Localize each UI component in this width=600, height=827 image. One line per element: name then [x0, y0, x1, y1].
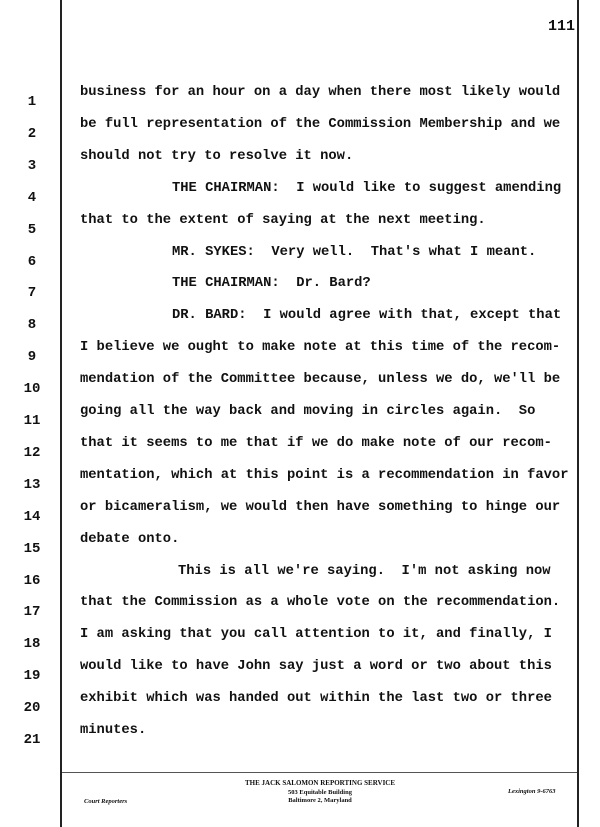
line-number: 7	[27, 285, 37, 302]
footer-rule	[62, 772, 577, 773]
transcript-line: going all the way back and moving in circles again. So	[80, 404, 536, 419]
line-number: 8	[27, 317, 37, 334]
line-number: 9	[27, 349, 37, 366]
transcript-line: that the Commission as a whole vote on the recommendation.	[80, 595, 561, 611]
line-number: 15	[23, 540, 41, 557]
line-number: 17	[23, 604, 41, 621]
footer-right: Lexington 9-6763	[508, 788, 556, 795]
transcript-line: business for an hour on a day when there most likely would	[80, 85, 561, 100]
line-number: 13	[23, 476, 41, 493]
line-number: 21	[23, 732, 41, 748]
transcript-line: minutes.	[80, 723, 147, 738]
line-number: 20	[23, 700, 41, 717]
line-number: 10	[23, 381, 41, 398]
transcript-line: This is all we're saying. I'm not asking now	[178, 563, 551, 579]
transcript-line: be full representation of the Commission Membership and we	[80, 116, 561, 132]
transcript-line: THE CHAIRMAN: I would like to suggest amending	[172, 180, 562, 196]
line-number: 18	[23, 636, 41, 653]
line-number: 19	[23, 668, 41, 685]
transcript-line: THE CHAIRMAN: Dr. Bard?	[172, 276, 371, 292]
transcript-line: that to the extent of saying at the next meeting.	[80, 212, 486, 228]
transcript-line: debate onto.	[80, 531, 180, 547]
footer-address2: Baltimore 2, Maryland	[288, 797, 352, 804]
transcript-line: mentation, which at this point is a recommendation in favor	[80, 467, 569, 483]
page-number: 111	[548, 18, 576, 35]
transcript-line: or bicameralism, we would then have something to hinge our	[80, 499, 561, 515]
transcript-line: I believe we ought to make note at this time of the recom-	[80, 340, 561, 356]
line-number: 14	[23, 508, 41, 525]
line-number: 12	[23, 444, 41, 461]
line-number: 6	[27, 253, 37, 270]
footer-left: Court Reporters	[84, 798, 128, 805]
transcript-line: exhibit which was handed out within the last two or three	[80, 691, 552, 707]
transcript-line: DR. BARD: I would agree with that, except that	[172, 308, 562, 324]
line-number: 5	[27, 221, 37, 238]
transcript-line: that it seems to me that if we do make note of our recom-	[80, 435, 552, 451]
line-number: 2	[27, 125, 37, 142]
footer-address1: 503 Equitable Building	[288, 789, 352, 796]
transcript-line: should not try to resolve it now.	[80, 148, 354, 164]
transcript-line: MR. SYKES: Very well. That's what I meant.	[172, 244, 537, 260]
transcript-line: mendation of the Committee because, unless we do, we'll be	[80, 372, 561, 388]
transcript-line: I am asking that you call attention to it, and finally, I	[80, 627, 552, 643]
right-margin-line	[577, 0, 579, 827]
line-number: 11	[23, 413, 41, 429]
transcript-line: would like to have John say just a word or two about this	[80, 659, 552, 675]
left-margin-line	[60, 0, 62, 827]
footer-company: THE JACK SALOMON REPORTING SERVICE	[244, 779, 396, 787]
line-number: 4	[27, 189, 37, 206]
line-number: 3	[27, 157, 37, 174]
line-number: 16	[23, 572, 41, 589]
line-number: 1	[27, 94, 37, 110]
